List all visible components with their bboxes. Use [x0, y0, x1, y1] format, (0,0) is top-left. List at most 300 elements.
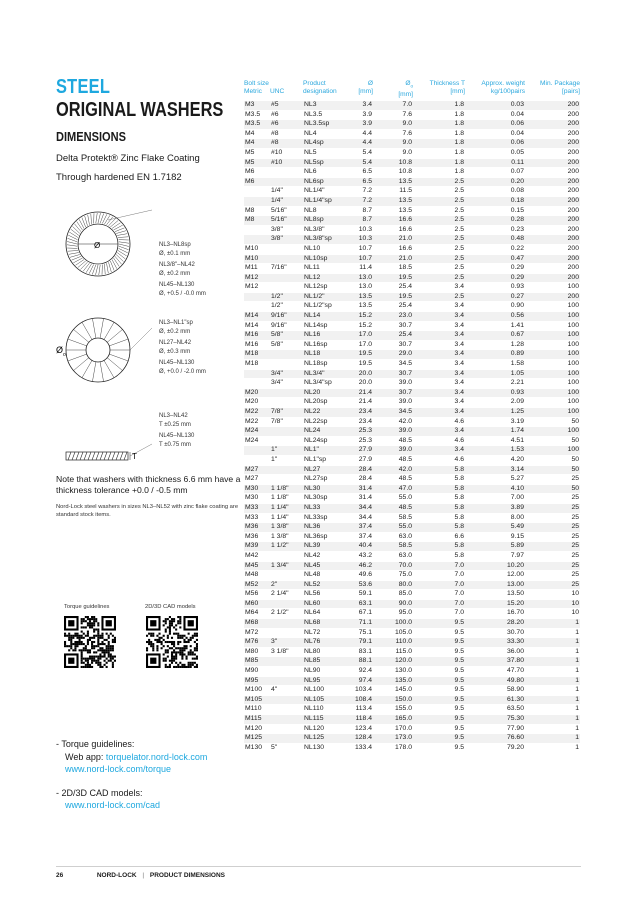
table-cell: 10 [525, 609, 580, 619]
table-cell: 17.0 [347, 340, 373, 350]
table-cell: NL80 [303, 647, 347, 657]
table-cell: 0.04 [465, 110, 525, 120]
table-cell: 5/8" [270, 331, 303, 341]
table-cell: 1.8 [413, 101, 465, 111]
table-cell: 1 [525, 695, 580, 705]
table-cell [270, 283, 303, 293]
table-cell: 5.89 [465, 542, 525, 552]
table-cell: 165.0 [373, 715, 413, 725]
table-cell: 63.50 [465, 705, 525, 715]
table-cell: M14 [244, 312, 270, 322]
table-cell: 15.2 [347, 312, 373, 322]
table-cell: 1 [525, 657, 580, 667]
table-cell: M52 [244, 580, 270, 590]
table-cell: M95 [244, 676, 270, 686]
table-cell: 37.4 [347, 523, 373, 533]
table-cell: 5.8 [413, 523, 465, 533]
table-cell: 10.8 [373, 158, 413, 168]
table-cell: M3 [244, 101, 270, 111]
table-cell: 1 [525, 715, 580, 725]
table-row [244, 379, 580, 389]
table-cell: M12 [244, 273, 270, 283]
header-unc: UNC [270, 88, 285, 96]
symbol-d: Ø [94, 241, 101, 250]
table-cell: 40.4 [347, 542, 373, 552]
table-cell: NL3.5 [303, 110, 347, 120]
table-cell: 9.5 [413, 619, 465, 629]
table-cell: 5" [270, 743, 303, 752]
table-cell: 34.5 [373, 360, 413, 370]
table-row [244, 408, 580, 418]
table-row [244, 254, 580, 264]
table-cell [270, 695, 303, 705]
table-cell: 9.0 [373, 120, 413, 130]
washer-side-view-icon [66, 444, 152, 461]
tolerance-thickness: NL3–NL42 T ±0.25 mm NL45–NL130 T ±0.75 mm [159, 413, 195, 448]
table-cell: M4 [244, 139, 270, 149]
table-row [244, 369, 580, 379]
table-cell: M6 [244, 168, 270, 178]
table-cell: 0.28 [465, 216, 525, 226]
table-cell: 42.0 [373, 465, 413, 475]
table-cell: 2" [270, 580, 303, 590]
table-row [244, 225, 580, 235]
table-cell: #8 [270, 139, 303, 149]
table-cell: M16 [244, 340, 270, 350]
table-cell: 100 [525, 369, 580, 379]
table-cell: M27 [244, 475, 270, 485]
table-cell: M120 [244, 724, 270, 734]
table-cell: 7/16" [270, 264, 303, 274]
table-cell: 100 [525, 350, 580, 360]
table-cell: M18 [244, 360, 270, 370]
table-cell [244, 225, 270, 235]
table-cell: 9.5 [413, 705, 465, 715]
table-row [244, 590, 580, 600]
table-cell: NL6sp [303, 177, 347, 187]
table-cell: 48.5 [373, 436, 413, 446]
table-cell: NL5 [303, 148, 347, 158]
table-cell: 0.11 [465, 158, 525, 168]
table-row [244, 551, 580, 561]
table-cell: 0.67 [465, 331, 525, 341]
table-cell: 5.8 [413, 513, 465, 523]
table-cell: 80.0 [373, 580, 413, 590]
table-cell: 173.0 [373, 734, 413, 744]
table-cell: 3.4 [413, 302, 465, 312]
table-cell: 7.6 [373, 129, 413, 139]
table-cell: M80 [244, 647, 270, 657]
table-row [244, 321, 580, 331]
table-cell: 7.2 [347, 187, 373, 197]
table-cell: 3/8" [270, 225, 303, 235]
table-cell: 113.4 [347, 705, 373, 715]
table-cell: 0.27 [465, 292, 525, 302]
table-cell: NL8sp [303, 216, 347, 226]
qr-code-torque-icon[interactable] [64, 616, 116, 668]
table-cell: 100 [525, 331, 580, 341]
torque-guidelines-label: - Torque guidelines: [56, 739, 135, 749]
table-cell: 8.7 [347, 206, 373, 216]
table-row [244, 715, 580, 725]
table-cell: M24 [244, 427, 270, 437]
table-cell: 33.30 [465, 638, 525, 648]
table-cell: 13.50 [465, 590, 525, 600]
table-cell: 3.4 [413, 398, 465, 408]
table-cell [270, 168, 303, 178]
table-cell: 1.58 [465, 360, 525, 370]
table-cell: NL14sp [303, 321, 347, 331]
table-cell: M30 [244, 484, 270, 494]
table-cell: 76.60 [465, 734, 525, 744]
table-cell: NL72 [303, 628, 347, 638]
table-row [244, 350, 580, 360]
table-cell: 42.0 [373, 417, 413, 427]
table-cell: 79.1 [347, 638, 373, 648]
table-cell: 5.49 [465, 523, 525, 533]
table-cell: 30.7 [373, 321, 413, 331]
table-cell: 2.5 [413, 206, 465, 216]
cad-models-label: - 2D/3D CAD models: [56, 787, 143, 798]
table-cell: 1 [525, 628, 580, 638]
table-cell: 7.97 [465, 551, 525, 561]
table-cell: 48.5 [373, 475, 413, 485]
table-cell: NL45 [303, 561, 347, 571]
table-cell: 2.5 [413, 292, 465, 302]
table-cell [270, 715, 303, 725]
table-cell: 31.4 [347, 484, 373, 494]
table-cell: 1 [525, 686, 580, 696]
table-row [244, 724, 580, 734]
table-cell: 1" [270, 455, 303, 465]
table-cell: 1/4" [270, 187, 303, 197]
washer-top-view-inner-icon [66, 210, 152, 276]
table-cell: 25 [525, 513, 580, 523]
table-cell [270, 350, 303, 360]
table-cell: 11.4 [347, 264, 373, 274]
table-cell: 9.5 [413, 628, 465, 638]
table-cell: 5.8 [413, 475, 465, 485]
table-cell: M8 [244, 216, 270, 226]
table-row [244, 273, 580, 283]
table-cell: 100 [525, 340, 580, 350]
table-cell: NL60 [303, 599, 347, 609]
table-cell: 1.28 [465, 340, 525, 350]
torque-page-link[interactable]: www.nord-lock.com/torque [65, 764, 172, 774]
table-cell: 0.05 [465, 148, 525, 158]
table-cell: 5.8 [413, 494, 465, 504]
table-cell: 115.0 [373, 647, 413, 657]
table-cell: 25.4 [373, 283, 413, 293]
table-row [244, 619, 580, 629]
table-cell: 9.15 [465, 532, 525, 542]
table-cell: 145.0 [373, 686, 413, 696]
table-cell: 13.5 [347, 292, 373, 302]
table-cell: 11.5 [373, 187, 413, 197]
table-cell: 1/2" [270, 302, 303, 312]
table-cell: 1 1/4" [270, 503, 303, 513]
table-cell: 29.0 [373, 350, 413, 360]
table-cell [270, 177, 303, 187]
table-cell: 39.0 [373, 379, 413, 389]
table-cell: 7.0 [413, 590, 465, 600]
table-row [244, 513, 580, 523]
table-cell [270, 360, 303, 370]
coating-text: Delta Protekt® Zinc Flake Coating [56, 153, 200, 164]
table-row [244, 494, 580, 504]
table-cell: 61.30 [465, 695, 525, 705]
table-cell: 200 [525, 244, 580, 254]
table-cell: 178.0 [373, 743, 413, 752]
table-cell: 5.8 [413, 503, 465, 513]
table-cell: 7.0 [373, 101, 413, 111]
table-cell: 128.4 [347, 734, 373, 744]
table-cell: NL3 [303, 101, 347, 111]
table-cell: 100 [525, 302, 580, 312]
table-cell [270, 273, 303, 283]
table-cell: 1 [525, 647, 580, 657]
table-cell: 1/4" [270, 196, 303, 206]
table-cell: 120.0 [373, 657, 413, 667]
table-cell: NL27 [303, 465, 347, 475]
table-cell: NL120 [303, 724, 347, 734]
table-cell [244, 187, 270, 197]
table-row [244, 676, 580, 686]
table-cell [270, 628, 303, 638]
table-cell: 77.90 [465, 724, 525, 734]
table-cell: 5.8 [413, 551, 465, 561]
table-cell: 16.6 [373, 216, 413, 226]
table-cell: NL110 [303, 705, 347, 715]
table-cell: 1.8 [413, 148, 465, 158]
table-cell: 16.6 [373, 244, 413, 254]
tolerance-inner: NL3–NL8sp Ø, ±0.1 mm NL3/8"–NL42 Ø, ±0.2 mm NL45–NL130 Ø, +0.5 / -0.0 mm [159, 242, 206, 297]
table-cell: M48 [244, 571, 270, 581]
table-cell: NL3/4" [303, 369, 347, 379]
table-cell: 4.4 [347, 129, 373, 139]
torquelator-link[interactable]: torquelator.nord-lock.com [105, 751, 208, 762]
table-cell: 10.7 [347, 254, 373, 264]
table-cell: 3.4 [413, 283, 465, 293]
table-cell: 2.5 [413, 187, 465, 197]
table-cell: NL4sp [303, 139, 347, 149]
table-cell: 25.3 [347, 427, 373, 437]
table-cell: 39.0 [373, 427, 413, 437]
table-cell: 58.90 [465, 686, 525, 696]
table-cell: 83.1 [347, 647, 373, 657]
table-cell: NL16sp [303, 340, 347, 350]
table-cell: 75.0 [373, 571, 413, 581]
table-row [244, 120, 580, 130]
table-cell: 2.5 [413, 264, 465, 274]
table-cell: 37.80 [465, 657, 525, 667]
table-cell: 28.20 [465, 619, 525, 629]
page-number: 26 [56, 872, 64, 879]
table-row [244, 187, 580, 197]
table-cell: 6.5 [347, 168, 373, 178]
table-row [244, 667, 580, 677]
table-cell: 3.4 [413, 388, 465, 398]
title-original-washers: ORIGINAL WASHERS [56, 99, 224, 121]
table-cell: 1.25 [465, 408, 525, 418]
table-cell: 100 [525, 427, 580, 437]
table-cell: M56 [244, 590, 270, 600]
table-cell: 0.29 [465, 273, 525, 283]
table-cell: NL36sp [303, 532, 347, 542]
table-cell: 9.0 [373, 139, 413, 149]
table-cell: M72 [244, 628, 270, 638]
table-cell: NL30sp [303, 494, 347, 504]
table-cell: 59.1 [347, 590, 373, 600]
table-cell: 0.89 [465, 350, 525, 360]
table-cell: M11 [244, 264, 270, 274]
table-cell: NL11 [303, 264, 347, 274]
table-cell [270, 619, 303, 629]
table-cell: M20 [244, 388, 270, 398]
table-cell: 9.5 [413, 657, 465, 667]
table-cell: 70.0 [373, 561, 413, 571]
table-cell: 3.4 [413, 369, 465, 379]
table-cell: 1 1/8" [270, 494, 303, 504]
table-cell: 63.0 [373, 532, 413, 542]
table-row [244, 503, 580, 513]
table-cell: 23.4 [347, 417, 373, 427]
table-cell: 50 [525, 455, 580, 465]
table-cell: 28.4 [347, 475, 373, 485]
table-cell: 10.8 [373, 168, 413, 178]
table-cell: 30.70 [465, 628, 525, 638]
table-body [244, 101, 580, 753]
table-cell: NL3/8" [303, 225, 347, 235]
table-cell: 1 [525, 667, 580, 677]
table-cell: 200 [525, 196, 580, 206]
table-cell: 49.6 [347, 571, 373, 581]
table-cell: 1 1/8" [270, 484, 303, 494]
table-cell: 5.4 [347, 158, 373, 168]
table-cell: 3.4 [413, 312, 465, 322]
table-cell: 3.19 [465, 417, 525, 427]
table-cell: M22 [244, 417, 270, 427]
table-cell [270, 676, 303, 686]
table-row [244, 292, 580, 302]
table-cell: 30.7 [373, 369, 413, 379]
table-header-row [244, 80, 580, 101]
table-cell: M33 [244, 513, 270, 523]
table-cell: 200 [525, 235, 580, 245]
table-cell: 3 1/8" [270, 647, 303, 657]
table-cell: 100.0 [373, 619, 413, 629]
table-row [244, 110, 580, 120]
table-cell: 4.6 [413, 417, 465, 427]
table-cell: NL30 [303, 484, 347, 494]
table-cell: 1.8 [413, 158, 465, 168]
table-cell [244, 235, 270, 245]
table-cell: 200 [525, 273, 580, 283]
table-row [244, 686, 580, 696]
table-cell: M24 [244, 436, 270, 446]
table-row [244, 532, 580, 542]
table-cell: 13.5 [373, 206, 413, 216]
table-cell: NL56 [303, 590, 347, 600]
table-cell: NL16 [303, 331, 347, 341]
table-cell: 39.0 [373, 398, 413, 408]
table-row [244, 398, 580, 408]
table-cell: 2.5 [413, 254, 465, 264]
qr-code-cad-icon[interactable] [146, 616, 198, 668]
table-cell: NL22sp [303, 417, 347, 427]
table-cell: 90.0 [373, 599, 413, 609]
table-cell [270, 436, 303, 446]
table-cell: 6.6 [413, 532, 465, 542]
table-row [244, 628, 580, 638]
table-cell: 100 [525, 388, 580, 398]
torque-webapp-line: Web app: torquelator.nord-lock.com [65, 751, 208, 762]
table-cell: 34.4 [347, 503, 373, 513]
header-metric: Bolt size Metric [244, 80, 269, 96]
table-cell: 155.0 [373, 705, 413, 715]
table-cell: 0.23 [465, 225, 525, 235]
table-cell: 200 [525, 139, 580, 149]
table-cell: 2.5 [413, 196, 465, 206]
table-cell: 21.0 [373, 235, 413, 245]
table-cell: 25 [525, 494, 580, 504]
table-cell: 1 [525, 676, 580, 686]
table-cell: 5/16" [270, 216, 303, 226]
table-cell: 9.5 [413, 638, 465, 648]
washer-diagrams [56, 200, 241, 470]
table-row [244, 158, 580, 168]
table-cell: 27.9 [347, 446, 373, 456]
table-cell: NL1" [303, 446, 347, 456]
table-cell: 25 [525, 475, 580, 485]
table-cell: 9.5 [413, 686, 465, 696]
cad-page-link[interactable]: www.nord-lock.com/cad [65, 800, 161, 810]
table-cell [244, 379, 270, 389]
thickness-tolerance-note: Note that washers with thickness 6.6 mm have a thickness tolerance +0.0 / -0.5 mm [56, 474, 241, 495]
table-cell: 15.2 [347, 321, 373, 331]
table-row [244, 177, 580, 187]
table-cell: 13.0 [347, 283, 373, 293]
table-cell: M18 [244, 350, 270, 360]
table-cell: 0.07 [465, 168, 525, 178]
table-cell: M36 [244, 523, 270, 533]
table-cell: #10 [270, 158, 303, 168]
table-cell: 27.9 [347, 455, 373, 465]
table-cell [270, 465, 303, 475]
table-cell: M12 [244, 283, 270, 293]
table-cell: 20.0 [347, 379, 373, 389]
table-row [244, 196, 580, 206]
table-cell: 3.4 [347, 101, 373, 111]
table-cell: 0.06 [465, 139, 525, 149]
table-cell: #5 [270, 101, 303, 111]
table-row [244, 331, 580, 341]
table-cell: NL33 [303, 503, 347, 513]
table-cell: 200 [525, 101, 580, 111]
table-cell: 1.8 [413, 120, 465, 130]
table-cell: NL12sp [303, 283, 347, 293]
table-cell: 85.0 [373, 590, 413, 600]
table-cell: 0.29 [465, 264, 525, 274]
table-cell: M6 [244, 177, 270, 187]
table-cell: 1 [525, 619, 580, 629]
table-cell: 7.0 [413, 609, 465, 619]
table-cell: M8 [244, 206, 270, 216]
table-cell: 13.5 [373, 177, 413, 187]
table-cell: 8.00 [465, 513, 525, 523]
table-cell: 4.6 [413, 436, 465, 446]
table-cell: 25.3 [347, 436, 373, 446]
